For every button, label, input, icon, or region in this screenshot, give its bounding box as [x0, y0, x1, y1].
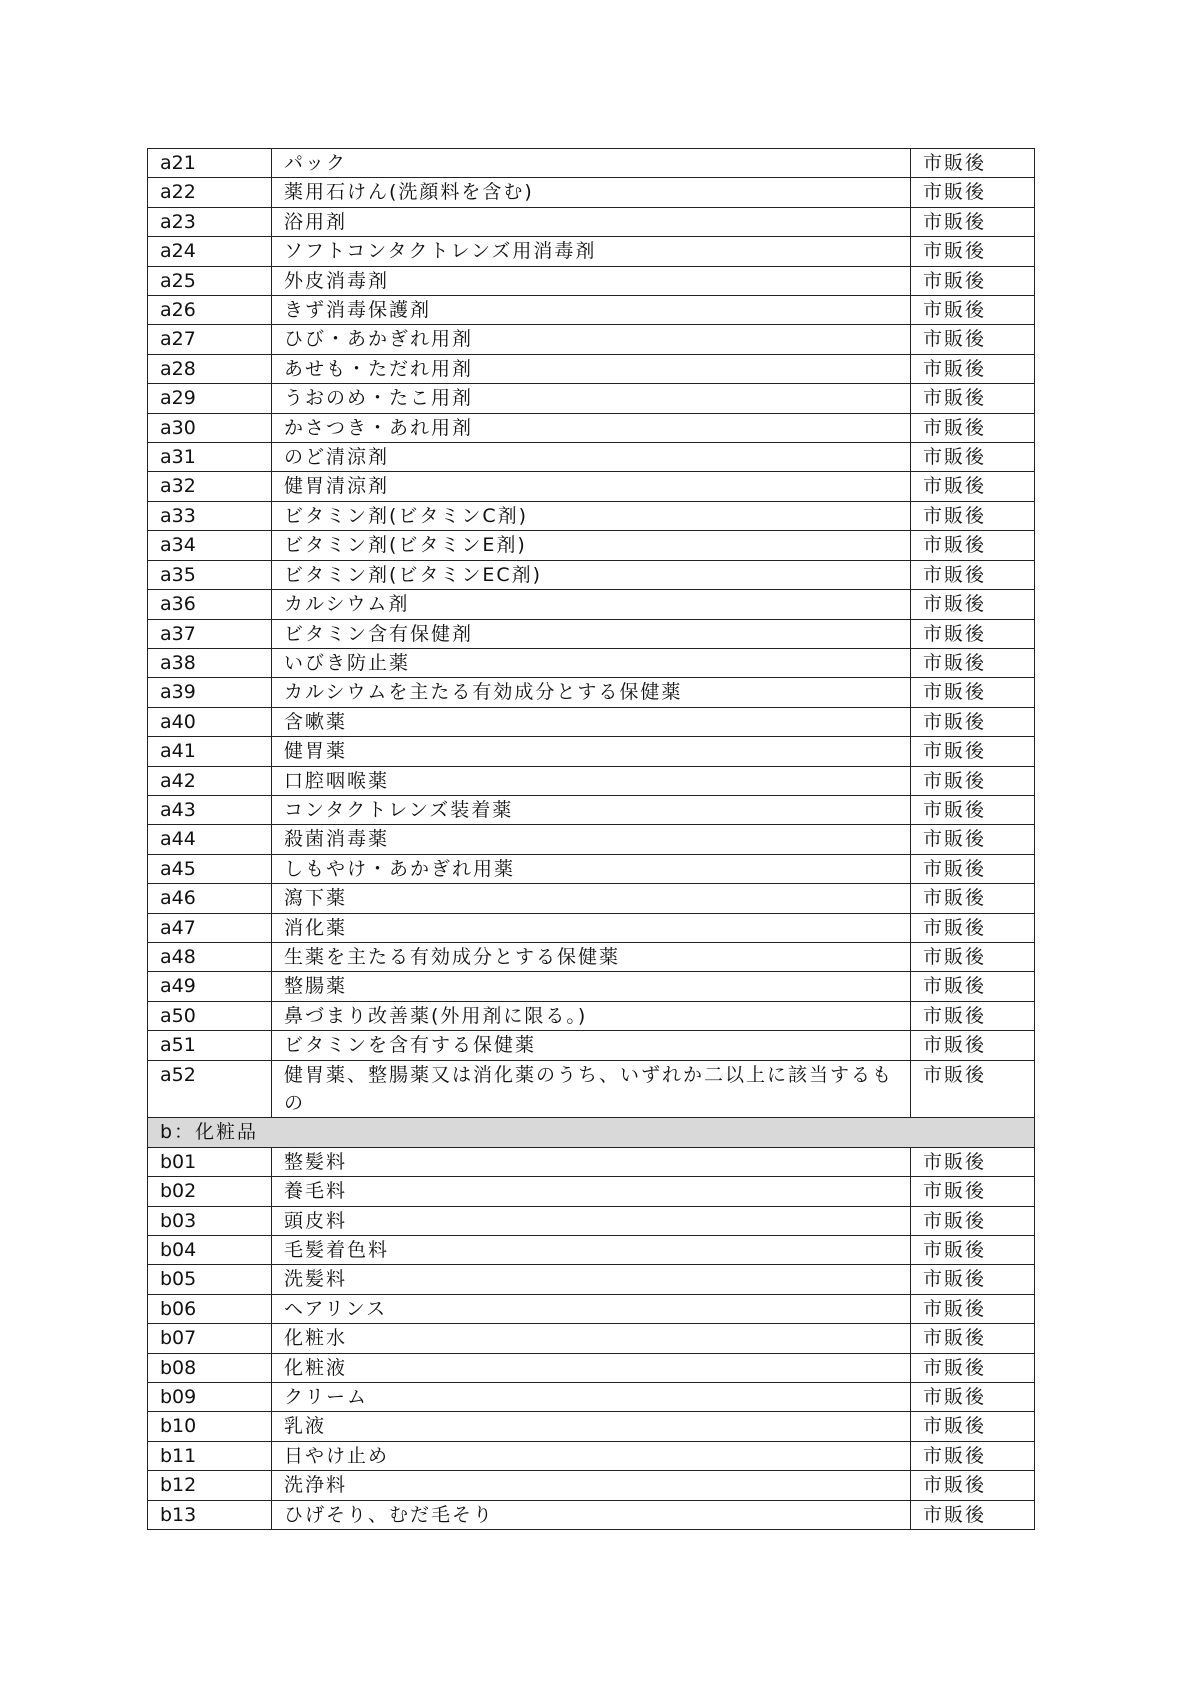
cell-code: a22	[148, 178, 272, 207]
cell-timing: 市販後	[911, 766, 1035, 795]
cell-timing: 市販後	[911, 1001, 1035, 1030]
table-row	[148, 443, 1035, 472]
cell-code: a48	[148, 942, 272, 971]
cell-name: 生薬を主たる有効成分とする保健薬	[272, 942, 911, 971]
cell-code: a41	[148, 737, 272, 766]
table-row	[148, 501, 1035, 530]
table-row	[148, 1060, 1035, 1118]
cell-code: a25	[148, 266, 272, 295]
cell-name: ひび・あかぎれ用剤	[272, 325, 911, 354]
table-row	[148, 766, 1035, 795]
cell-timing: 市販後	[911, 1383, 1035, 1412]
cell-name: カルシウム剤	[272, 590, 911, 619]
cell-timing: 市販後	[911, 237, 1035, 266]
section-b-title: b：化粧品	[148, 1118, 1035, 1147]
cell-name: 口腔咽喉薬	[272, 766, 911, 795]
cell-timing: 市販後	[911, 1441, 1035, 1470]
cell-timing: 市販後	[911, 501, 1035, 530]
cell-timing: 市販後	[911, 443, 1035, 472]
cell-name: 健胃清涼剤	[272, 472, 911, 501]
table-row	[148, 678, 1035, 707]
table-row	[148, 560, 1035, 589]
table-row	[148, 972, 1035, 1001]
cell-timing: 市販後	[911, 149, 1035, 178]
table-row	[148, 854, 1035, 883]
cell-name: 消化薬	[272, 913, 911, 942]
cell-name: 整髪料	[272, 1147, 911, 1176]
table-row	[148, 795, 1035, 824]
table-row	[148, 1147, 1035, 1176]
cell-timing: 市販後	[911, 1324, 1035, 1353]
cell-timing: 市販後	[911, 1412, 1035, 1441]
table-row	[148, 590, 1035, 619]
cell-timing: 市販後	[911, 590, 1035, 619]
cell-name: クリーム	[272, 1383, 911, 1412]
cell-code: a38	[148, 648, 272, 677]
cell-name: ビタミン含有保健剤	[272, 619, 911, 648]
table-row	[148, 648, 1035, 677]
cell-code: a49	[148, 972, 272, 1001]
cell-code: a40	[148, 707, 272, 736]
cell-name: しもやけ・あかぎれ用薬	[272, 854, 911, 883]
cell-timing: 市販後	[911, 472, 1035, 501]
cell-timing: 市販後	[911, 707, 1035, 736]
cell-timing: 市販後	[911, 648, 1035, 677]
table-row	[148, 1500, 1035, 1529]
cell-timing: 市販後	[911, 560, 1035, 589]
table-row	[148, 149, 1035, 178]
table-row	[148, 942, 1035, 971]
cell-code: a42	[148, 766, 272, 795]
cell-name: ソフトコンタクトレンズ用消毒剤	[272, 237, 911, 266]
table-row	[148, 325, 1035, 354]
cell-timing: 市販後	[911, 795, 1035, 824]
cell-name: きず消毒保護剤	[272, 296, 911, 325]
cell-timing: 市販後	[911, 1500, 1035, 1529]
cell-timing: 市販後	[911, 1236, 1035, 1265]
cell-code: b10	[148, 1412, 272, 1441]
cell-code: b06	[148, 1294, 272, 1323]
cell-timing: 市販後	[911, 1206, 1035, 1235]
table-row	[148, 1383, 1035, 1412]
cell-code: b03	[148, 1206, 272, 1235]
table-row	[148, 178, 1035, 207]
cell-timing: 市販後	[911, 1031, 1035, 1060]
cell-timing: 市販後	[911, 1060, 1035, 1118]
cell-name: いびき防止薬	[272, 648, 911, 677]
cell-name: 外皮消毒剤	[272, 266, 911, 295]
cell-name: ひげそり、むだ毛そり	[272, 1500, 911, 1529]
cell-name: ビタミン剤(ビタミンC剤)	[272, 501, 911, 530]
cell-code: b09	[148, 1383, 272, 1412]
cell-name: ヘアリンス	[272, 1294, 911, 1323]
table-row	[148, 237, 1035, 266]
cell-timing: 市販後	[911, 1177, 1035, 1206]
cell-name: コンタクトレンズ装着薬	[272, 795, 911, 824]
cell-name: のど清涼剤	[272, 443, 911, 472]
cell-timing: 市販後	[911, 972, 1035, 1001]
cell-timing: 市販後	[911, 266, 1035, 295]
cell-timing: 市販後	[911, 619, 1035, 648]
table-row	[148, 619, 1035, 648]
cell-name: 化粧液	[272, 1353, 911, 1382]
cell-timing: 市販後	[911, 296, 1035, 325]
cell-code: a33	[148, 501, 272, 530]
cell-code: a37	[148, 619, 272, 648]
cell-code: b11	[148, 1441, 272, 1470]
table-row	[148, 707, 1035, 736]
cell-timing: 市販後	[911, 1353, 1035, 1382]
cell-name: あせも・ただれ用剤	[272, 354, 911, 383]
cell-code: a47	[148, 913, 272, 942]
cell-name: 殺菌消毒薬	[272, 825, 911, 854]
category-table	[147, 148, 1035, 1530]
table-row	[148, 1353, 1035, 1382]
cell-name: 健胃薬	[272, 737, 911, 766]
cell-timing: 市販後	[911, 942, 1035, 971]
cell-code: b05	[148, 1265, 272, 1294]
table-row	[148, 1177, 1035, 1206]
cell-timing: 市販後	[911, 1294, 1035, 1323]
cell-name: 日やけ止め	[272, 1441, 911, 1470]
cell-timing: 市販後	[911, 1147, 1035, 1176]
section-a-rows	[148, 149, 1035, 1118]
table-row	[148, 1441, 1035, 1470]
cell-name: 薬用石けん(洗顔料を含む)	[272, 178, 911, 207]
cell-name: ビタミン剤(ビタミンEC剤)	[272, 560, 911, 589]
cell-code: a36	[148, 590, 272, 619]
table-row	[148, 1001, 1035, 1030]
cell-code: a29	[148, 384, 272, 413]
cell-code: b07	[148, 1324, 272, 1353]
cell-name: 鼻づまり改善薬(外用剤に限る。)	[272, 1001, 911, 1030]
cell-name: 養毛料	[272, 1177, 911, 1206]
cell-code: a34	[148, 531, 272, 560]
cell-code: a32	[148, 472, 272, 501]
table-row	[148, 354, 1035, 383]
cell-code: b13	[148, 1500, 272, 1529]
cell-timing: 市販後	[911, 854, 1035, 883]
cell-code: a35	[148, 560, 272, 589]
table-row	[148, 1294, 1035, 1323]
cell-name: 頭皮料	[272, 1206, 911, 1235]
cell-name: 洗浄料	[272, 1471, 911, 1500]
cell-name: パック	[272, 149, 911, 178]
cell-code: b12	[148, 1471, 272, 1500]
cell-timing: 市販後	[911, 1265, 1035, 1294]
cell-timing: 市販後	[911, 1471, 1035, 1500]
table-row	[148, 384, 1035, 413]
cell-name: 含嗽薬	[272, 707, 911, 736]
cell-code: b08	[148, 1353, 272, 1382]
cell-code: a24	[148, 237, 272, 266]
cell-name: 化粧水	[272, 1324, 911, 1353]
table-row	[148, 296, 1035, 325]
cell-code: b02	[148, 1177, 272, 1206]
cell-code: a28	[148, 354, 272, 383]
table-row	[148, 266, 1035, 295]
table-row	[148, 1236, 1035, 1265]
cell-timing: 市販後	[911, 531, 1035, 560]
cell-code: a50	[148, 1001, 272, 1030]
section-b-rows	[148, 1147, 1035, 1529]
cell-timing: 市販後	[911, 207, 1035, 236]
table-row	[148, 1206, 1035, 1235]
cell-code: a21	[148, 149, 272, 178]
cell-code: a52	[148, 1060, 272, 1118]
table-row	[148, 1412, 1035, 1441]
table-row	[148, 1031, 1035, 1060]
cell-code: a51	[148, 1031, 272, 1060]
table-row	[148, 1324, 1035, 1353]
table-row	[148, 531, 1035, 560]
table-row	[148, 1265, 1035, 1294]
cell-timing: 市販後	[911, 413, 1035, 442]
cell-code: a23	[148, 207, 272, 236]
cell-name: ビタミン剤(ビタミンE剤)	[272, 531, 911, 560]
cell-timing: 市販後	[911, 913, 1035, 942]
cell-code: a26	[148, 296, 272, 325]
section-b-header	[148, 1118, 1035, 1147]
cell-code: b01	[148, 1147, 272, 1176]
cell-timing: 市販後	[911, 384, 1035, 413]
cell-name: カルシウムを主たる有効成分とする保健薬	[272, 678, 911, 707]
cell-timing: 市販後	[911, 678, 1035, 707]
cell-timing: 市販後	[911, 325, 1035, 354]
cell-code: a46	[148, 884, 272, 913]
cell-name: 瀉下薬	[272, 884, 911, 913]
cell-name: うおのめ・たこ用剤	[272, 384, 911, 413]
cell-timing: 市販後	[911, 354, 1035, 383]
cell-code: a45	[148, 854, 272, 883]
cell-code: a30	[148, 413, 272, 442]
cell-code: a39	[148, 678, 272, 707]
cell-timing: 市販後	[911, 884, 1035, 913]
cell-name: 洗髪料	[272, 1265, 911, 1294]
cell-name: 整腸薬	[272, 972, 911, 1001]
table-row	[148, 884, 1035, 913]
section-header-row	[148, 1118, 1035, 1147]
cell-code: b04	[148, 1236, 272, 1265]
table-row	[148, 913, 1035, 942]
cell-code: a31	[148, 443, 272, 472]
cell-name: 浴用剤	[272, 207, 911, 236]
cell-name: 毛髪着色料	[272, 1236, 911, 1265]
table-row	[148, 413, 1035, 442]
cell-timing: 市販後	[911, 178, 1035, 207]
cell-timing: 市販後	[911, 737, 1035, 766]
table-row	[148, 207, 1035, 236]
cell-name: 健胃薬、整腸薬又は消化薬のうち、いずれか二以上に該当するもの	[272, 1060, 911, 1118]
table-row	[148, 825, 1035, 854]
table-row	[148, 737, 1035, 766]
cell-name: ビタミンを含有する保健薬	[272, 1031, 911, 1060]
cell-name: 乳液	[272, 1412, 911, 1441]
cell-name: かさつき・あれ用剤	[272, 413, 911, 442]
table-row	[148, 1471, 1035, 1500]
table-row	[148, 472, 1035, 501]
cell-code: a27	[148, 325, 272, 354]
cell-timing: 市販後	[911, 825, 1035, 854]
cell-code: a44	[148, 825, 272, 854]
cell-code: a43	[148, 795, 272, 824]
